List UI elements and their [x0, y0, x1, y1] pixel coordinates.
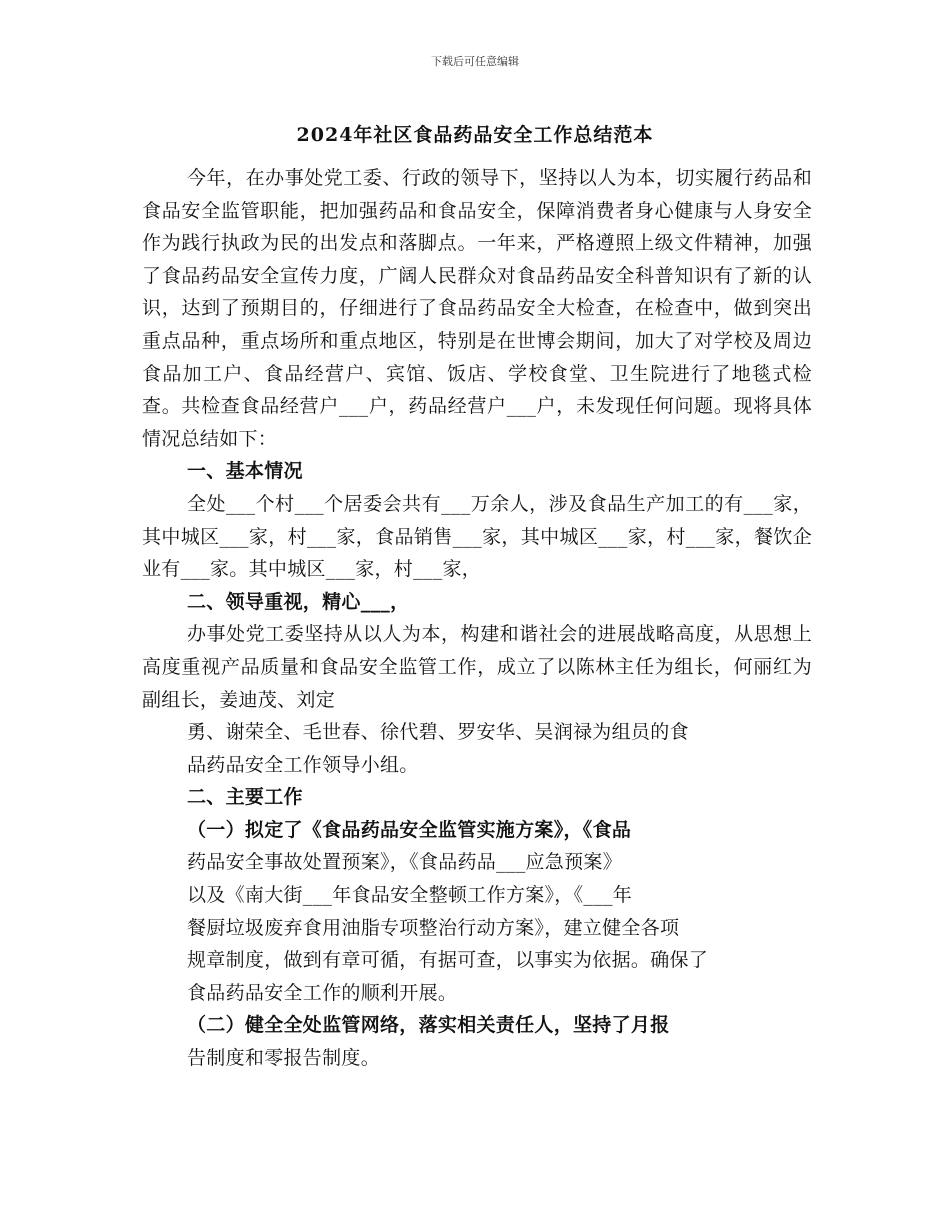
page-header: 下载后可任意编辑 — [431, 55, 519, 68]
section-heading-basic: 一、基本情况 — [187, 460, 303, 483]
work-item-1-line: 规章制度，做到有章可循，有据可查，以事实为依据。确保了 — [187, 949, 709, 972]
work-item-1-line: 以及《南大街___年食品安全整顿工作方案》，《___年 — [187, 884, 633, 907]
work-item-1-line: 药品安全事故处置预案》，《食品药品___应急预案》 — [187, 851, 623, 874]
leadership-paragraph: 办事处党工委坚持从以人为本，构建和谐社会的进展战略高度，从思想上高度重视产品质量和食品安全监管工作，成立了以陈林主任为组长，何丽红为副组长，姜迪茂、刘定 — [142, 623, 812, 711]
work-item-1-line: 餐厨垃圾废弃食用油脂专项整治行动方案》，建立健全各项 — [187, 916, 680, 939]
work-item-2-line: 告制度和零报告制度。 — [187, 1047, 381, 1070]
section-heading-leadership: 二、领导重视，精心___， — [187, 590, 410, 613]
leadership-line: 品药品安全工作领导小组。 — [187, 753, 419, 776]
work-item-2-heading: （二）健全全处监管网络，落实相关责任人，坚持了月报 — [187, 1014, 670, 1037]
section-heading-main-work: 二、主要工作 — [187, 786, 303, 809]
work-item-1-line: 食品药品安全工作的顺利开展。 — [187, 981, 458, 1004]
work-item-1-heading: （一）拟定了《食品药品安全监管实施方案》，《食品 — [187, 818, 632, 841]
document-title: 2024年社区食品药品安全工作总结范本 — [296, 124, 654, 146]
intro-paragraph: 今年，在办事处党工委、行政的领导下，坚持以人为本，切实履行药品和食品安全监管职能，把加强药品和食品安全，保障消费者身心健康与人身安全作为践行执政为民的出发点和落脚点。一年来，严格遵照上级文件精神，加强了食品药品安全宣传力度，广阔人民群众对食品药品安全科普知识有了新的认识，达到了预期目的，仔细进行了食品药品安全大检查，在检查中，做到突出重点品种，重点场所和重点地区，特别是在世博会期间，加大了对学校及周边食品加工户、食品经营户、宾馆、饭店、学校食堂、卫生院进行了地毯式检查。共检查食品经营户___户，药品经营户___户，未发现任何问题。现将具体情况总结如下： — [142, 167, 812, 450]
basic-info-paragraph: 全处___个村___个居委会共有___万余人，涉及食品生产加工的有___家，其中城区___家，村___家，食品销售___家，其中城区___家，村___家，餐饮企业有___家。其中城区___家，村___家， — [142, 492, 812, 581]
document-body — [142, 162, 812, 1075]
leadership-line: 勇、谢荣全、毛世春、徐代碧、罗安华、吴润禄为组员的食 — [187, 721, 689, 744]
